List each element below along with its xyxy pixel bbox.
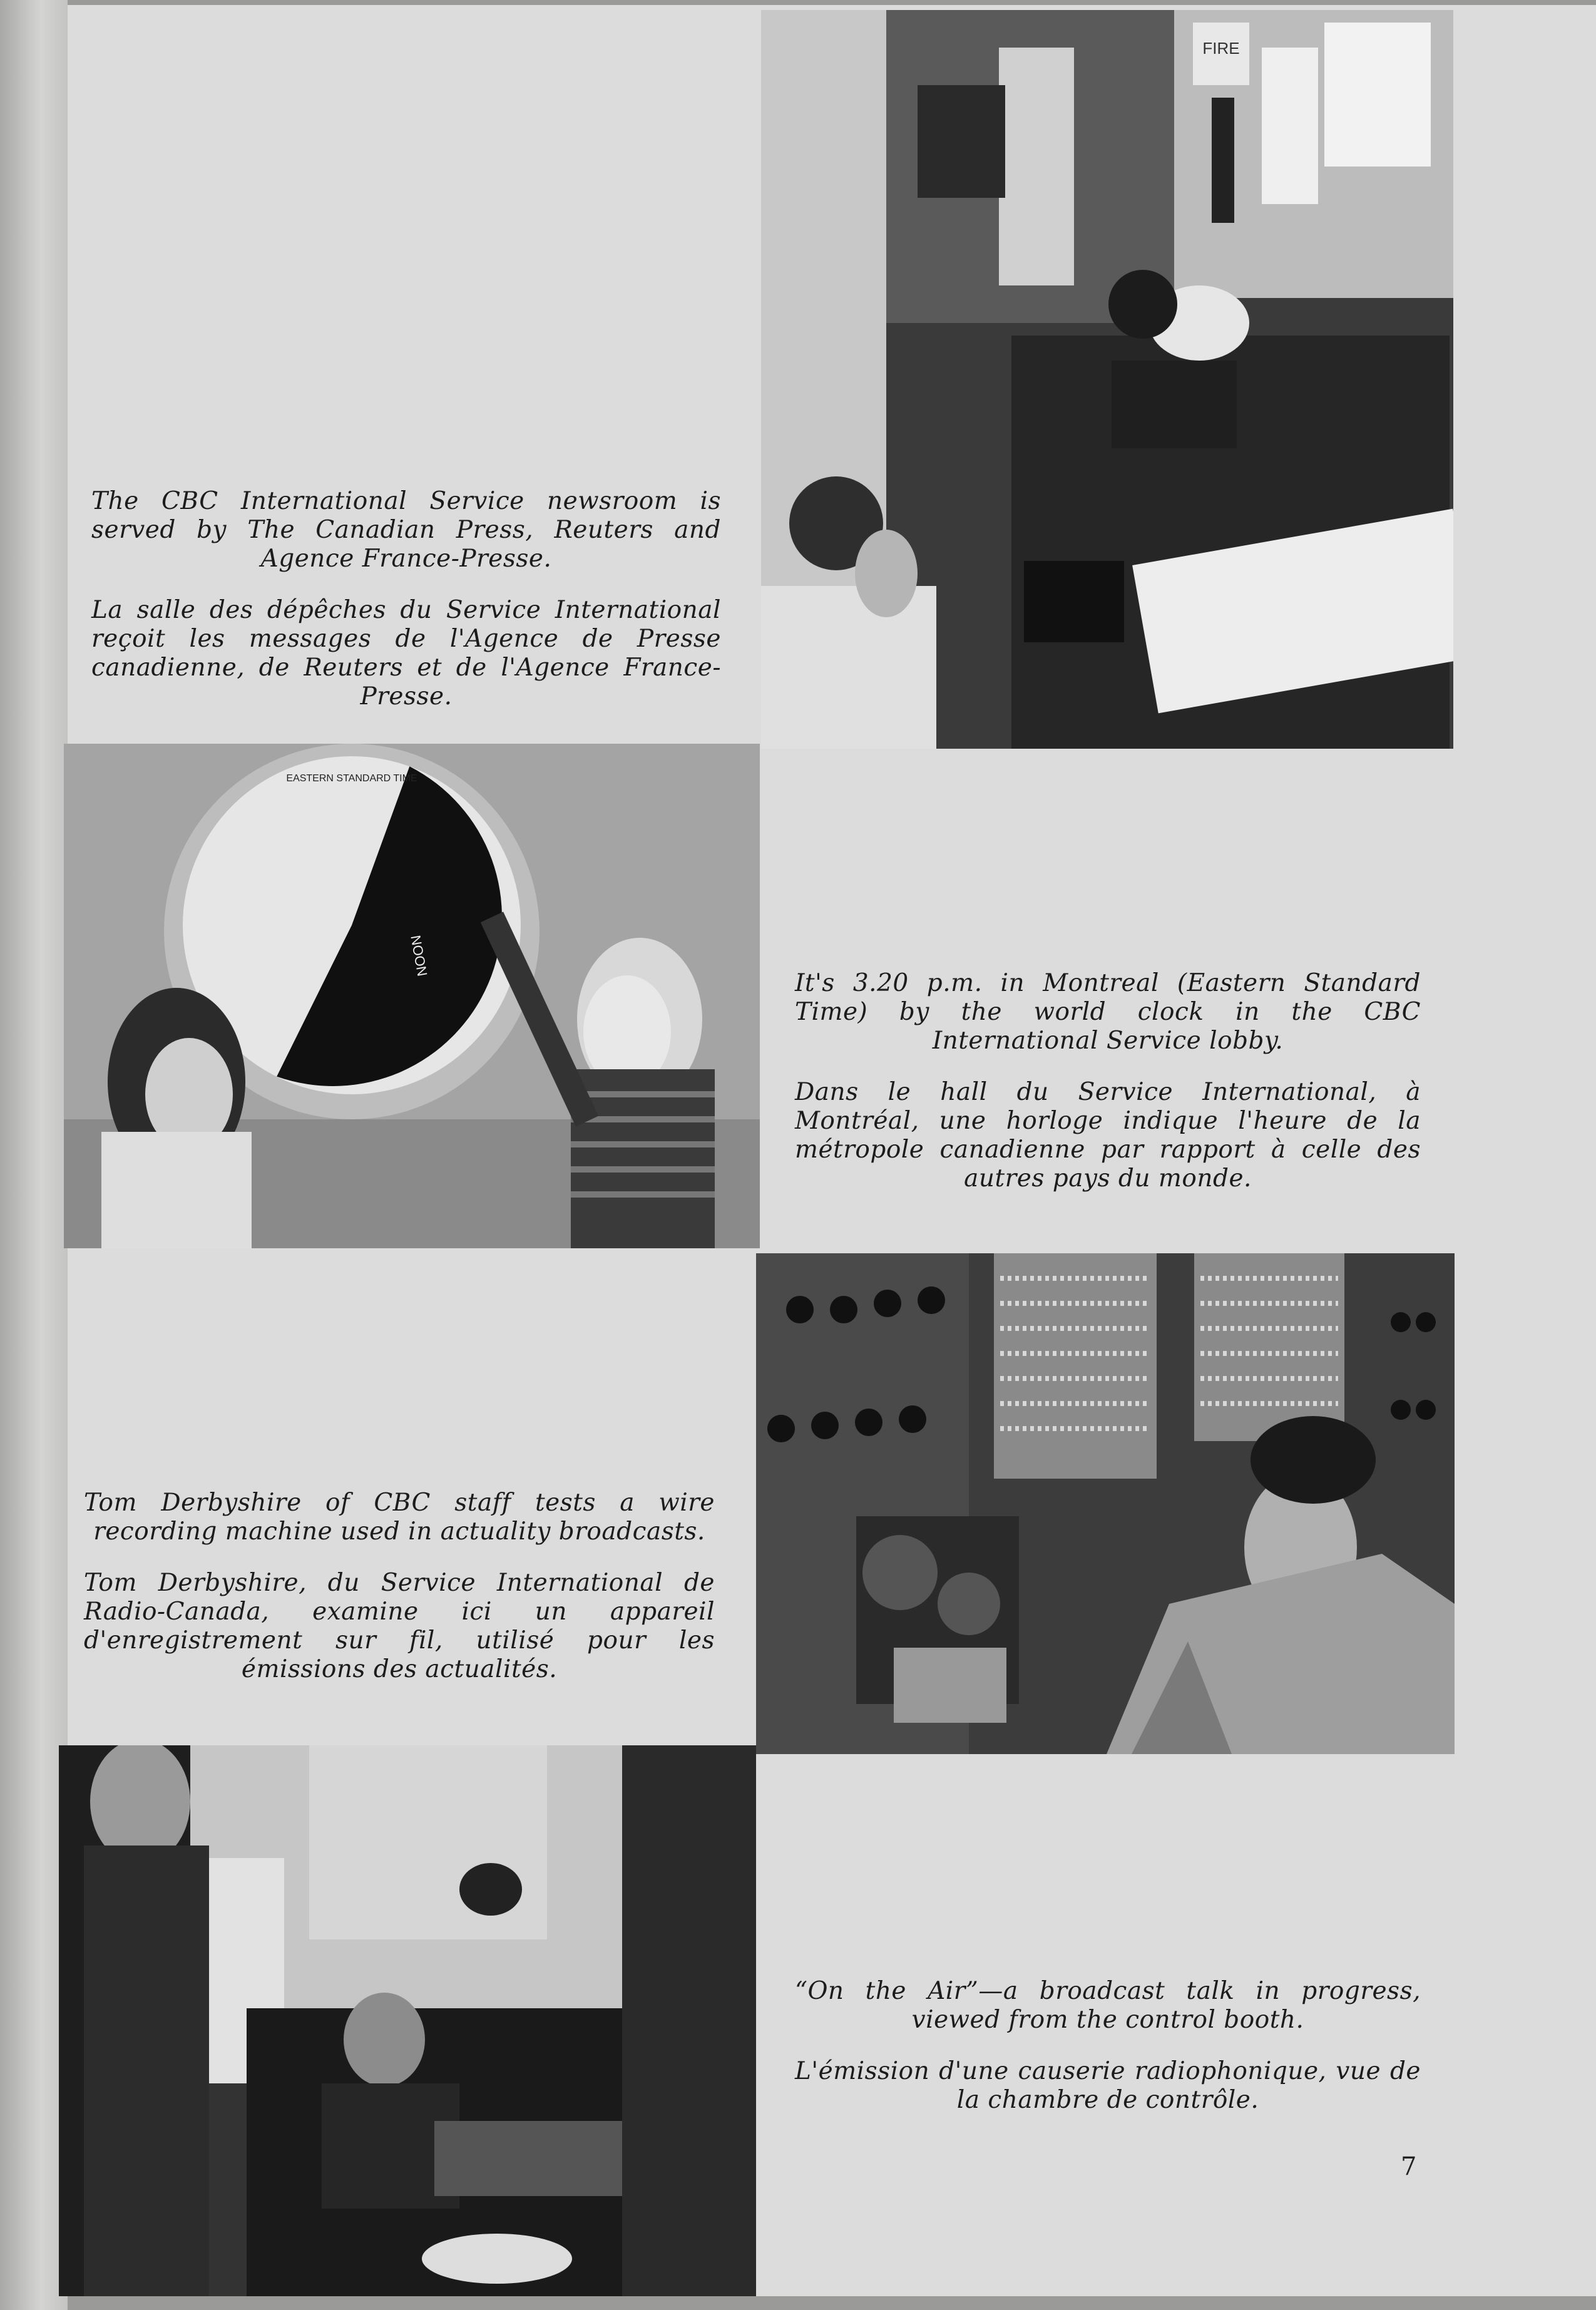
clock-noon-label: NOON <box>407 934 431 978</box>
fire-sign: FIRE <box>1202 39 1240 58</box>
clock-title: EASTERN STANDARD TIME <box>286 773 417 784</box>
newsroom-caption <box>91 487 721 734</box>
world-clock-caption-fr: Dans le hall du Service International, à Montréal, une horloge indique l'heure de la métropole canadienne par rapport à celle des autres pays du monde. <box>795 1078 1421 1193</box>
world-clock-caption-en: It's 3.20 p.m. in Montreal (Eastern Standard Time) by the world clock in the CBC International Service lobby. <box>795 969 1421 1055</box>
newsroom-caption-fr: La salle des dépêches du Service International reçoit les messages de l'Agence de Presse canadienne, de Reuters et de l'Agence France-Presse. <box>91 596 721 711</box>
wire-recorder-caption-en: Tom Derbyshire of CBC staff tests a wire recording machine used in actuality broadcasts. <box>84 1489 715 1546</box>
wire-recorder-photo <box>756 1253 1455 1754</box>
control-booth-caption <box>795 1977 1421 2137</box>
control-booth-caption-en: “On the Air”—a broadcast talk in progress, viewed from the control booth. <box>795 1977 1421 2034</box>
world-clock-photo <box>64 744 760 1248</box>
page-number: 7 <box>1401 2152 1417 2181</box>
book-spine <box>0 0 68 2310</box>
wire-recorder-caption <box>84 1489 715 1707</box>
wire-recorder-caption-fr: Tom Derbyshire, du Service International de Radio-Canada, examine ici un appareil d'enregistrement sur fil, utilisé pour les émissions des actualités. <box>84 1569 715 1683</box>
world-clock-caption <box>795 969 1421 1216</box>
control-booth-caption-fr: L'émission d'une causerie radiophonique, vue de la chambre de contrôle. <box>795 2057 1421 2114</box>
page <box>68 5 1596 2296</box>
newsroom-photo <box>761 10 1453 749</box>
newsroom-caption-en: The CBC International Service newsroom is served by The Canadian Press, Reuters and Agence France-Presse. <box>91 487 721 573</box>
control-booth-photo <box>59 1745 756 2296</box>
